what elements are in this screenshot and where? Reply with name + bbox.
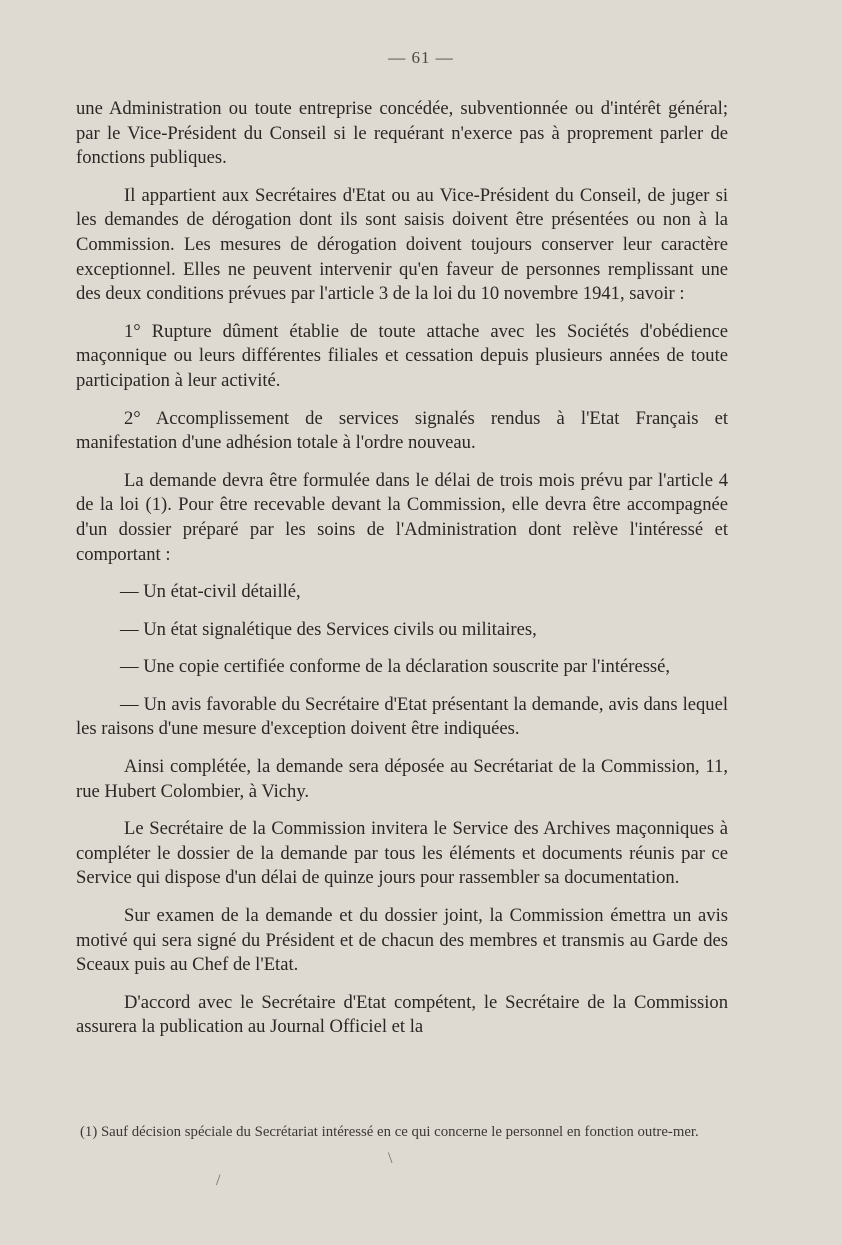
paragraph-continuation: une Administration ou toute entreprise concédée, subventionnée ou d'intérêt général; par le Vice-Président du Conseil si le requérant n'exerce pas à proprement parler de fonctions publiques. — [76, 98, 728, 169]
paragraph-publication: D'accord avec le Secrétaire d'Etat compétent, le Secrétaire de la Commission assurera la publication au Journal Officiel et la — [76, 991, 728, 1038]
paragraph-request-deadline: La demande devra être formulée dans le délai de trois mois prévu par l'article 4 de la loi (1). Pour être recevable devant la Commission, elle devra être accompagnée d'un dossier préparé par les soins de l'Administration dont relève l'intéressé et comportant : — [76, 469, 728, 565]
paragraph-archives: Le Secrétaire de la Commission invitera le Service des Archives maçonniques à compléter le dossier de la demande par tous les éléments et documents réunis par ce Service qui dispose d'un délai de quinze jours pour rassembler sa documentation. — [76, 818, 728, 889]
list-item-avis-favorable: — Un avis favorable du Secrétaire d'Etat présentant la demande, avis dans lequel les raisons d'une mesure d'exception doivent être indiquées. — [76, 693, 728, 740]
paragraph-examination: Sur examen de la demande et du dossier joint, la Commission émettra un avis motivé qui sera signé du Président et de chacun des membres et transmis au Garde des Sceaux puis au Chef de l'Etat. — [76, 905, 728, 976]
list-item-copie-certifiee: — Une copie certifiée conforme de la déclaration souscrite par l'intéressé, — [120, 656, 671, 678]
list-item-etat-civil: — Un état-civil détaillé, — [120, 581, 301, 603]
footnote: (1) Sauf décision spéciale du Secrétariat intéressé en ce qui concerne le personnel en fonction outre-mer. — [80, 1124, 699, 1140]
paragraph-deposit: Ainsi complétée, la demande sera déposée au Secrétariat de la Commission, 11, rue Hubert Colombier, à Vichy. — [76, 756, 728, 802]
stray-mark: / — [216, 1172, 221, 1189]
stray-mark: \ — [388, 1150, 393, 1167]
paragraph-condition-1: 1° Rupture dûment établie de toute attache avec les Sociétés d'obédience maçonnique ou leurs différentes filiales et cessation depuis plusieurs années de toute participation à leur activité. — [76, 320, 728, 391]
page-number: — 61 — — [388, 48, 454, 67]
list-item-etat-signaletique: — Un état signalétique des Services civils ou militaires, — [120, 618, 537, 640]
body-text — [76, 97, 728, 1053]
paragraph-derogation-rules: Il appartient aux Secrétaires d'Etat ou au Vice-Président du Conseil, de juger si les demandes de dérogation dont ils sont saisis doivent être présentées ou non à la Commission. Les mesures de dérogation doivent toujours conserver leur caractère exceptionnel. Elles ne peuvent intervenir qu'en faveur de personnes remplissant une des deux conditions prévues par l'article 3 de la loi du 10 novembre 1941, savoir : — [76, 184, 728, 305]
paragraph-condition-2: 2° Accomplissement de services signalés rendus à l'Etat Français et manifestation d'une adhésion totale à l'ordre nouveau. — [76, 407, 728, 454]
